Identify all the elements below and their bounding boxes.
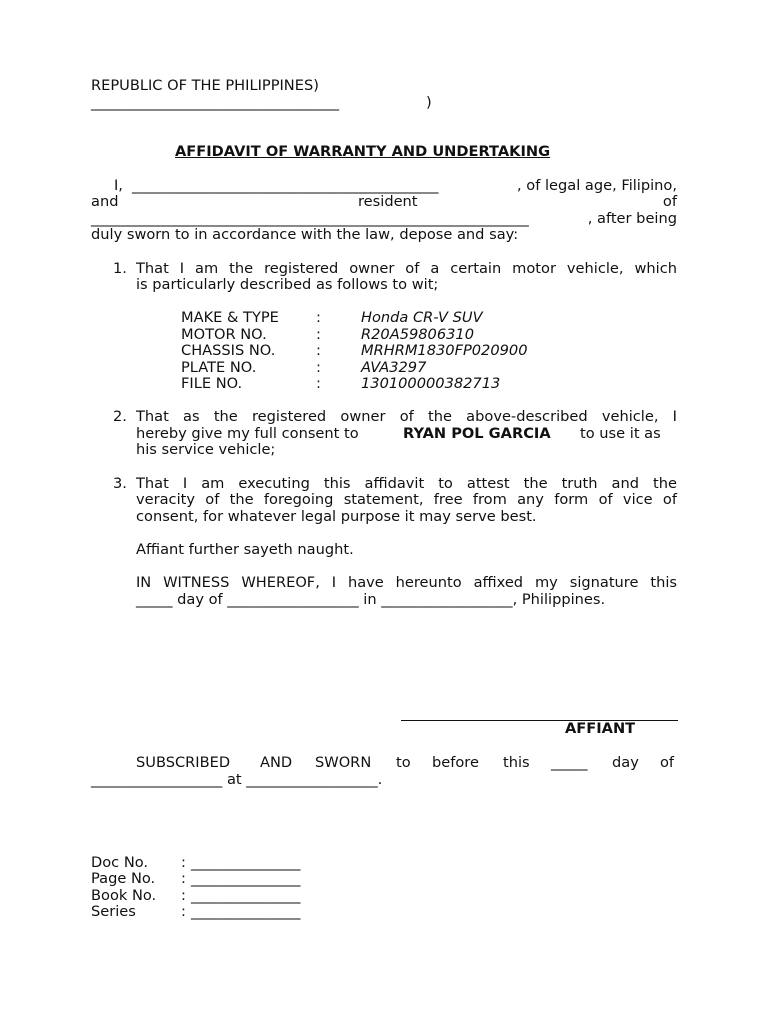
item1-line1: That I am the registered owner of a certain motor vehicle, which: [136, 260, 677, 277]
intro-resident: resident: [358, 193, 418, 210]
intro-line1-end: , of legal age, Filipino,: [516, 177, 677, 194]
item3-line1: That I am executing this affidavit to attest the truth and the: [136, 475, 677, 492]
item3-line2: veracity of the foregoing statement, free from any form of vice of: [136, 491, 677, 508]
vehicle-colon: :: [316, 326, 321, 343]
page-no-blank: _______________: [191, 870, 301, 887]
item1-number: 1.: [113, 260, 127, 277]
item3-line3: consent, for whatever legal purpose it may serve best.: [136, 508, 537, 525]
subscribed-word: day: [612, 754, 639, 771]
vehicle-label: PLATE NO.: [181, 359, 257, 376]
vehicle-colon: :: [316, 375, 321, 392]
vehicle-colon: :: [316, 342, 321, 359]
notarial-label: Book No.: [91, 887, 157, 904]
vehicle-colon: :: [316, 309, 321, 326]
vehicle-label: MOTOR NO.: [181, 326, 267, 343]
item2-line1: That as the registered owner of the above-described vehicle, I: [136, 408, 677, 425]
intro-of: of: [662, 193, 677, 210]
intro-line4: duly sworn to in accordance with the law, depose and say:: [91, 226, 519, 243]
item2-line2-pre: hereby give my full consent to: [136, 425, 359, 442]
affiant-further: Affiant further sayeth naught.: [136, 541, 354, 558]
notarial-colon: :: [181, 870, 186, 887]
subscribed-word: to: [396, 754, 411, 771]
subscribed-word: SUBSCRIBED: [136, 754, 231, 771]
subscribed-day-blank: _____: [551, 754, 588, 771]
intro-and: and: [91, 193, 119, 210]
affiant-signature-line: [401, 720, 678, 721]
item2-line3: his service vehicle;: [136, 441, 276, 458]
subscribed-word: of: [660, 754, 675, 771]
republic-heading: REPUBLIC OF THE PHILIPPINES): [91, 77, 319, 94]
vehicle-value-file: 130100000382713: [361, 375, 501, 392]
book-no-blank: _______________: [191, 887, 301, 904]
affiant-name-blank: __________________________________________: [132, 177, 439, 194]
intro-i: I,: [114, 177, 123, 194]
series-blank: _______________: [191, 903, 301, 920]
vehicle-label: CHASSIS NO.: [181, 342, 276, 359]
notarial-label: Page No.: [91, 870, 156, 887]
witness-line2: _____ day of __________________ in __________________, Philippines.: [136, 591, 606, 608]
subscribed-line2: __________________ at __________________.: [91, 771, 383, 788]
item3-number: 3.: [113, 475, 127, 492]
subscribed-word: AND: [260, 754, 293, 771]
item2-number: 2.: [113, 408, 127, 425]
consentee-name: RYAN POL GARCIA: [403, 425, 551, 442]
document-title: AFFIDAVIT OF WARRANTY AND UNDERTAKING: [175, 143, 551, 160]
vehicle-value-motor: R20A59806310: [361, 326, 474, 343]
notarial-label: Series: [91, 903, 136, 920]
vehicle-colon: :: [316, 359, 321, 376]
vehicle-value-plate: AVA3297: [361, 359, 427, 376]
affiant-label: AFFIANT: [565, 720, 636, 737]
item2-line2-post: to use it as: [580, 425, 661, 442]
doc-no-blank: _______________: [191, 854, 301, 871]
residence-blank: ____________________________________________________________: [91, 210, 529, 227]
vehicle-label: MAKE & TYPE: [181, 309, 279, 326]
notarial-colon: :: [181, 887, 186, 904]
witness-line1: IN WITNESS WHEREOF, I have hereunto affixed my signature this: [136, 574, 677, 591]
vehicle-value-chassis: MRHRM1830FP020900: [361, 342, 528, 359]
notarial-colon: :: [181, 854, 186, 871]
subscribed-word: this: [503, 754, 530, 771]
intro-line3-end: , after being: [587, 210, 677, 227]
vehicle-label: FILE NO.: [181, 375, 243, 392]
location-blank: __________________________________: [91, 94, 340, 111]
item1-line2: is particularly described as follows to wit;: [136, 276, 439, 293]
vehicle-value-make: Honda CR-V SUV: [361, 309, 483, 326]
notarial-label: Doc No.: [91, 854, 149, 871]
location-paren: ): [426, 94, 432, 111]
subscribed-word: SWORN: [315, 754, 372, 771]
subscribed-word: before: [432, 754, 479, 771]
notarial-colon: :: [181, 903, 186, 920]
